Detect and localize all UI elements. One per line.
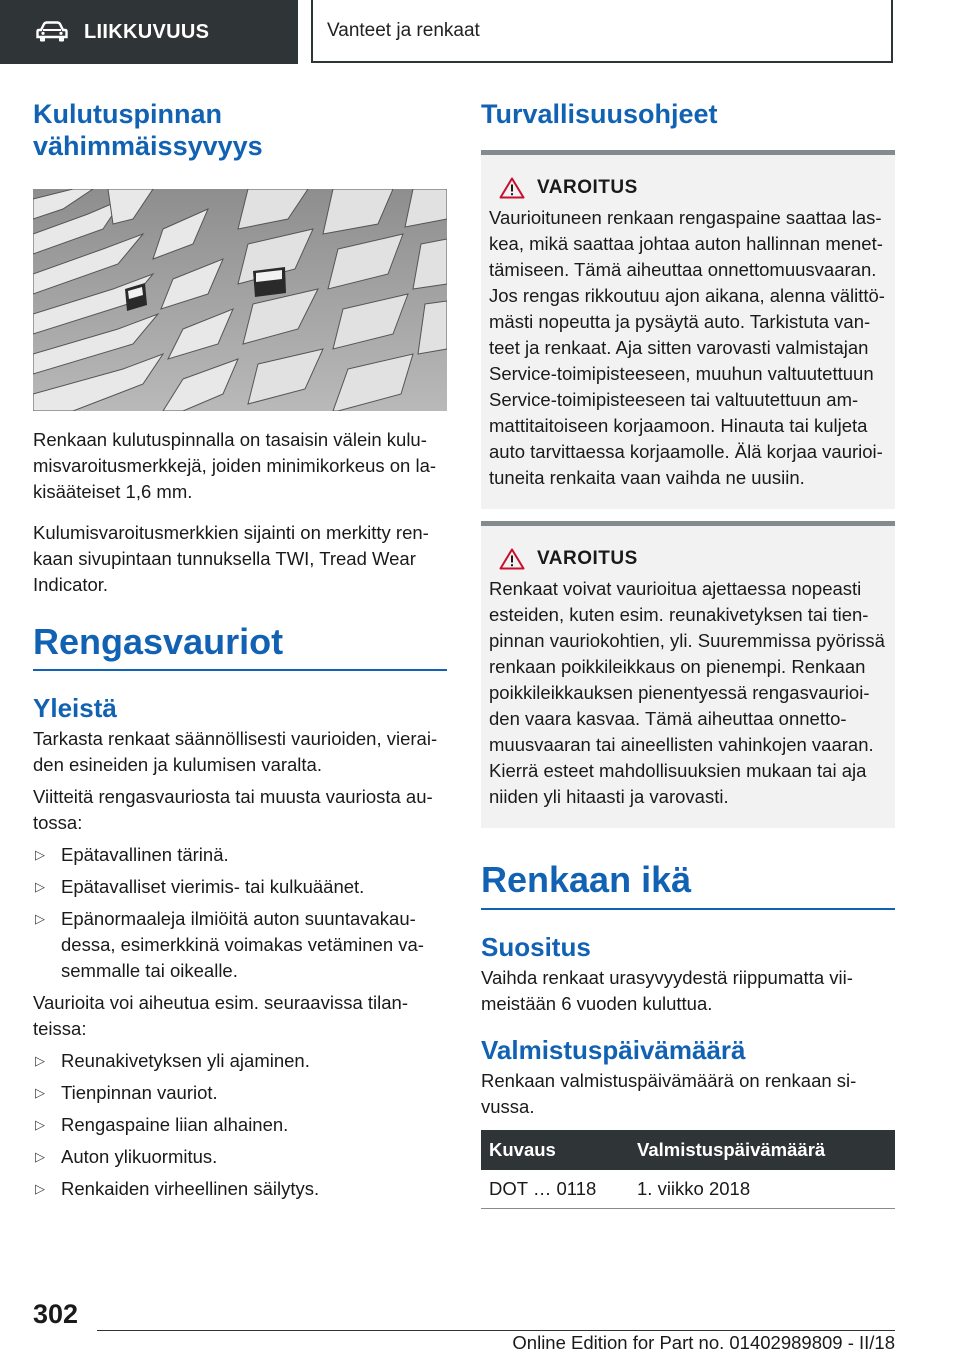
manufacture-date-heading: Valmistuspäivämäärä — [481, 1034, 746, 1065]
recommendation-paragraph: Vaihda renkaat urasyvyydestä riippumatta vii-meistään 6 vuoden kuluttua. — [481, 966, 853, 1014]
bullet-icon: ▷ — [35, 1181, 45, 1197]
list-item: ▷ Auton ylikuormitus. — [33, 1144, 447, 1170]
warning-triangle-icon — [499, 177, 525, 199]
warning-text: Vaurioituneen renkaan rengaspaine saattaa las-kea, mikä saattaa johtaa auton hallinnan menet-tämiseen. Tämä aiheuttaa onnettomuusvaaran. Jos rengas rikkoutuu ajon aikana, alenna välittö-mästi nopeutta ja pysäytä auto. Tarkistuta van-teet ja renkaat. Aja sitten varovasti valmistajan Service-toimipisteeseen, muuhun valtuutettuun Service-toimipisteeseen tai valtuutettuun am-mattitaitoiseen korjaamoon. Hinauta tai kuljeta auto tarvittaessa korjaamolle. Älä korjaa vaurioi-tuneita renkaita vaan vaihda ne uusiin. — [489, 207, 885, 489]
section-tab — [0, 0, 298, 64]
list-item: ▷ Epätavalliset vierimis- tai kulkuäänet. — [33, 874, 447, 900]
list-item: ▷ Tienpinnan vauriot. — [33, 1080, 447, 1106]
manufacture-date-paragraph: Renkaan valmistuspäivämäärä on renkaan si-vussa. — [481, 1069, 857, 1117]
list-item: ▷ Renkaiden virheellinen säilytys. — [33, 1176, 447, 1202]
damage-causes-paragraph: Vaurioita voi aiheutua esim. seuraavissa tilan-teissa: — [33, 992, 408, 1040]
recommendation-heading: Suositus — [481, 931, 591, 962]
general-heading: Yleistä — [33, 692, 117, 723]
warning-label: VAROITUS — [537, 548, 638, 570]
damage-causes-list — [33, 1048, 447, 1202]
table-header: Valmistuspäivämäärä — [629, 1130, 895, 1170]
warning-box — [481, 521, 895, 828]
bullet-icon: ▷ — [35, 1053, 45, 1069]
damage-signs-list — [33, 842, 447, 984]
bullet-icon: ▷ — [35, 847, 45, 863]
section-title: LIIKKUVUUS — [84, 20, 210, 43]
warning-label: VAROITUS — [537, 177, 638, 199]
chapter-title: Vanteet ja renkaat — [327, 19, 480, 41]
tread-paragraph-2: Kulumisvaroitusmerkkien sijainti on merkitty ren-kaan sivupintaan tunnuksella TWI, Tread Wear Indicator. — [33, 521, 429, 595]
bullet-icon: ▷ — [35, 911, 45, 927]
list-item: ▷ Epätavallinen tärinä. — [33, 842, 447, 868]
edition-note: Online Edition for Part no. 01402989809 - II/18 — [512, 1332, 895, 1353]
warning-text: Renkaat voivat vaurioitua ajettaessa nopeasti esteiden, kuten esim. reunakivetyksen tai tien-pinnan vauriokohtien, yli. Suuremmissa pyörissä renkaan poikkileikkaus on pienempi. Renkaan poikkileikkauksen pienentyessä rengasvaurioi-den vaara kasvaa. Tämä aiheuttaa onnetto-muusvaaran tai aineellisten vahinkojen vaaran. Kierrä esteet mahdollisuuksien mukaan tai aja niiden yli hitaasti ja varovasti. — [489, 578, 885, 808]
right-column — [481, 98, 895, 1209]
manufacture-date-table — [481, 1130, 895, 1209]
tread-depth-heading: Kulutuspinnan vähimmäissyvyys — [33, 99, 263, 162]
car-icon — [36, 21, 68, 43]
footer-divider — [97, 1330, 895, 1331]
warning-box — [481, 150, 895, 509]
list-item: ▷ Rengaspaine liian alhainen. — [33, 1112, 447, 1138]
table-cell: 1. viikko 2018 — [629, 1170, 895, 1209]
bullet-icon: ▷ — [35, 879, 45, 895]
list-item: ▷ Reunakivetyksen yli ajaminen. — [33, 1048, 447, 1074]
bullet-icon: ▷ — [35, 1149, 45, 1165]
tread-wear-indicator-image — [33, 189, 447, 411]
damage-signs-paragraph: Viitteitä rengasvauriosta tai muusta vauriosta au-tossa: — [33, 786, 433, 834]
tire-age-heading: Renkaan ikä — [481, 858, 895, 909]
bullet-icon: ▷ — [35, 1117, 45, 1133]
tire-damage-heading: Rengasvauriot — [33, 620, 447, 671]
tread-paragraph-1: Renkaan kulutuspinnalla on tasaisin välein kulu-misvaroitusmerkkejä, joiden minimikorkeus on la-kisääteiset 1,6 mm. — [33, 428, 437, 502]
chapter-tab — [311, 0, 893, 63]
page-number: 302 — [33, 1299, 79, 1329]
table-header: Kuvaus — [481, 1130, 629, 1170]
general-paragraph: Tarkasta renkaat säännöllisesti vaurioiden, vierai-den esineiden ja kulumisen varalta. — [33, 728, 438, 776]
bullet-icon: ▷ — [35, 1085, 45, 1101]
warning-triangle-icon — [499, 548, 525, 570]
safety-heading: Turvallisuusohjeet — [481, 99, 718, 129]
list-item: ▷ Epänormaaleja ilmiöitä auton suuntavakau-dessa, esimerkkinä voimakas vetäminen va-semmalle tai oikealle. — [35, 908, 424, 982]
left-column — [33, 98, 447, 1202]
table-row — [481, 1170, 895, 1209]
table-cell: DOT … 0118 — [481, 1170, 629, 1209]
